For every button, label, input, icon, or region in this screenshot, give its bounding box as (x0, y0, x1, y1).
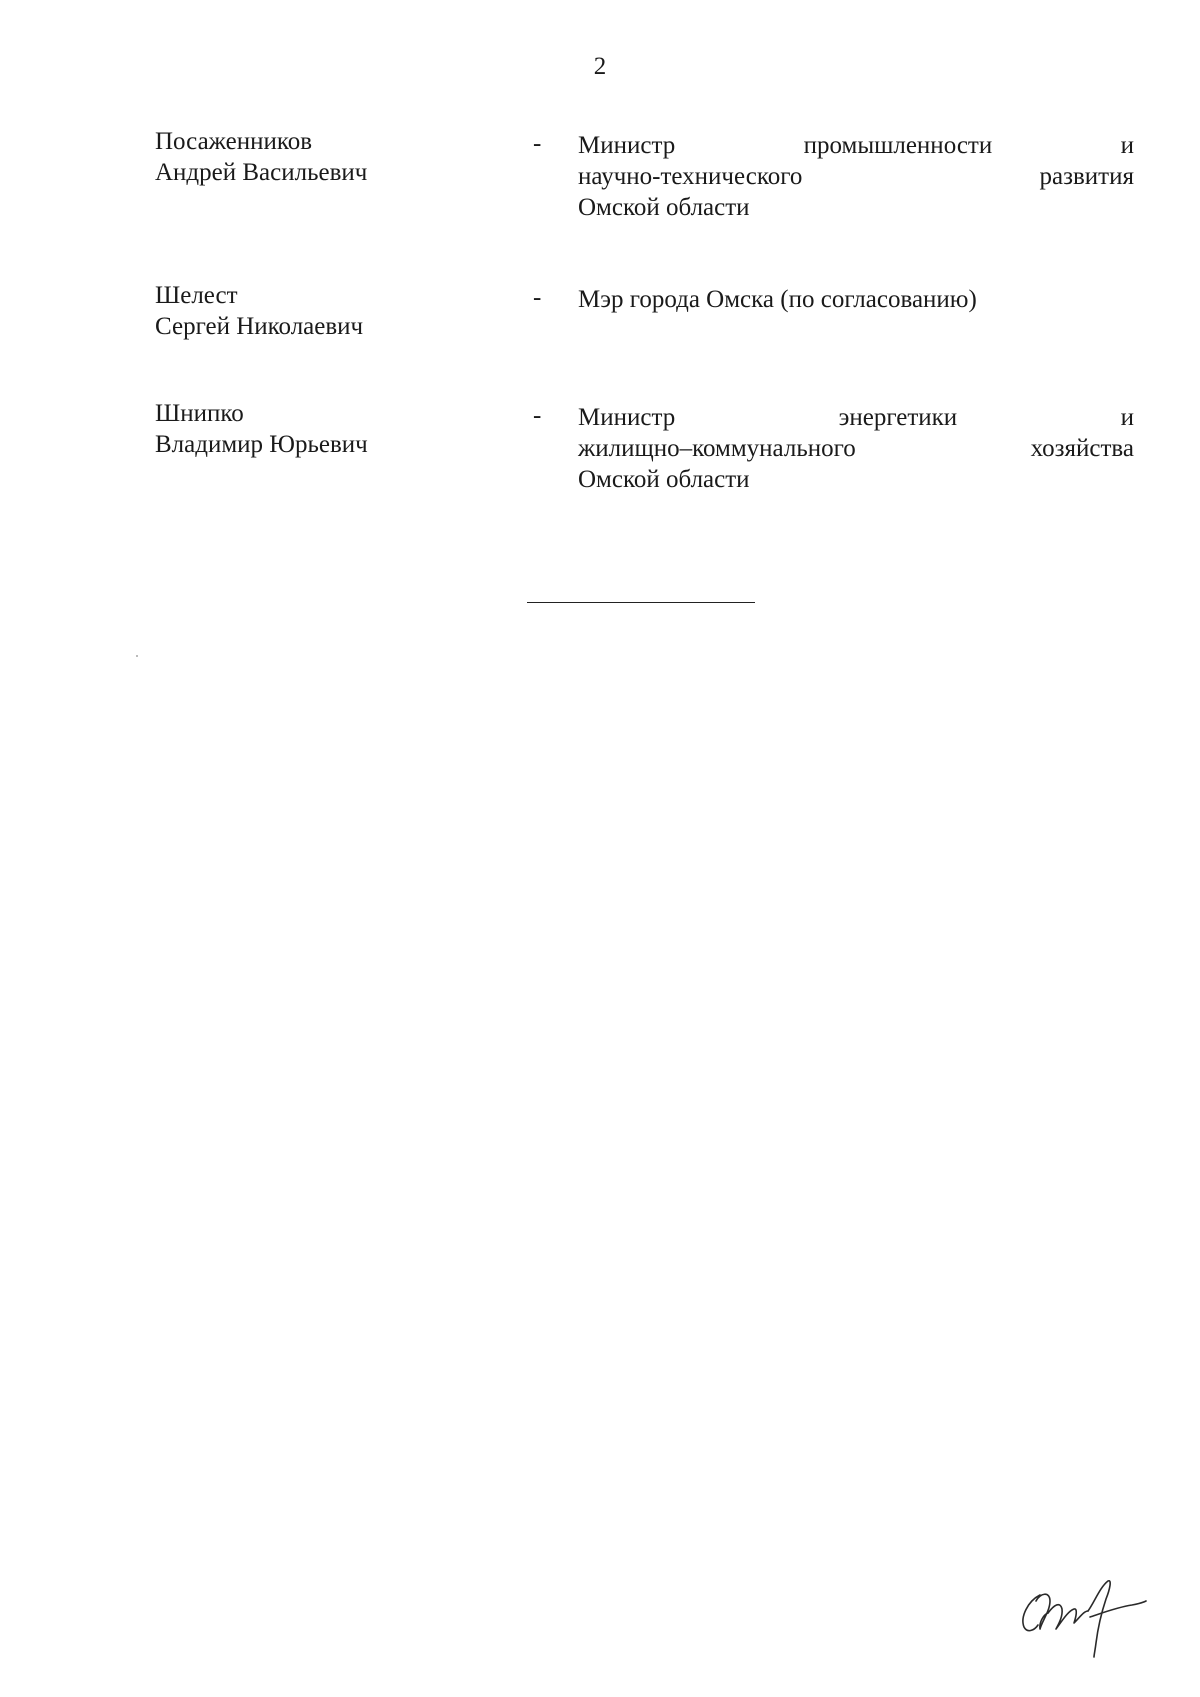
member-position (578, 402, 1134, 495)
position-line: Омской области (578, 466, 750, 493)
scan-speck (136, 655, 138, 657)
member-position (578, 284, 1134, 315)
position-line: Министр энергетики и (578, 404, 1134, 431)
position-line: жилищно–коммунального хозяйства (578, 435, 1134, 462)
member-given-names: Андрей Васильевич (155, 159, 368, 186)
signature-stroke (1048, 1605, 1088, 1629)
position-line: Министр промышленности и (578, 132, 1134, 159)
signature-stroke (1023, 1595, 1040, 1631)
position-line: научно-технического развития (578, 163, 1134, 190)
entry-dash: - (533, 130, 542, 157)
signature-icon (1010, 1555, 1150, 1660)
member-name (155, 398, 515, 460)
member-name (155, 126, 515, 188)
signature-stroke (1090, 1601, 1146, 1617)
entry-dash: - (533, 402, 542, 429)
signature-stroke (1088, 1581, 1110, 1657)
end-separator-line (527, 602, 755, 603)
member-given-names: Сергей Николаевич (155, 313, 364, 340)
position-line: Мэр города Омска (по согласованию) (578, 286, 977, 313)
member-given-names: Владимир Юрьевич (155, 431, 368, 458)
position-line: Омской области (578, 194, 750, 221)
member-name (155, 280, 515, 342)
signature-stroke (1036, 1594, 1050, 1629)
page-number: 2 (593, 53, 607, 80)
entry-dash: - (533, 284, 542, 311)
member-surname: Посаженников (155, 128, 313, 155)
member-position (578, 130, 1134, 223)
member-surname: Шелест (155, 282, 238, 309)
member-surname: Шнипко (155, 400, 244, 427)
